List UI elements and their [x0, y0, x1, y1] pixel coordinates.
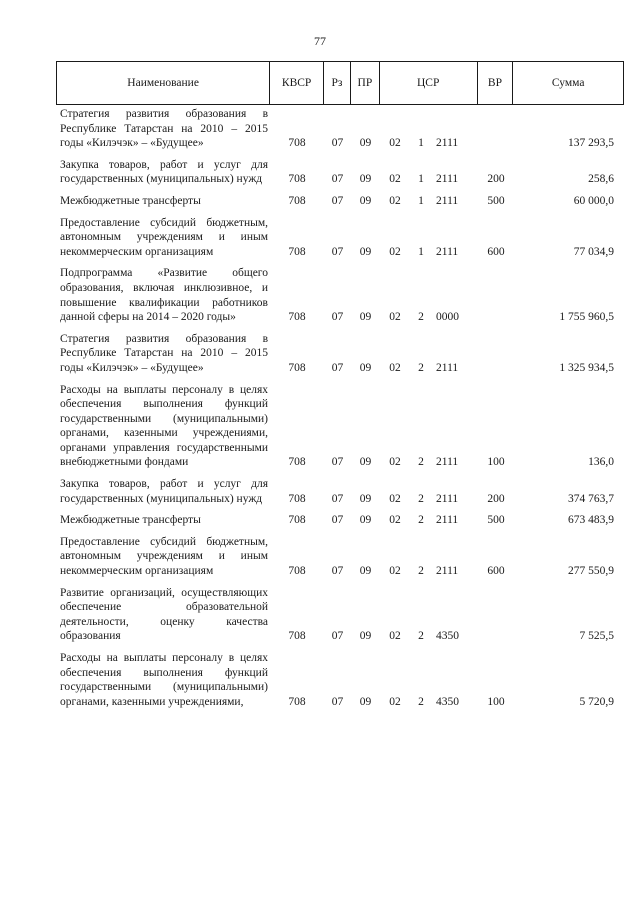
row-csr-subprogram: 1	[418, 194, 424, 207]
row-csr-subprogram: 1	[418, 137, 424, 150]
row-vr: 100	[487, 695, 505, 708]
header-vr: ВР	[478, 62, 514, 104]
row-rz: 07	[331, 137, 344, 150]
table-body	[56, 107, 624, 709]
row-pr: 09	[359, 514, 372, 527]
header-sum: Сумма	[551, 77, 585, 89]
row-name: Развитие организаций, осуществляющих обеспечение образовательной деятельности, оценку качества образования	[60, 586, 268, 643]
row-kvsr: 708	[288, 492, 306, 505]
row-csr-program: 02	[389, 456, 401, 469]
row-kvsr: 708	[288, 173, 306, 186]
header-kvsr: КВСР	[270, 62, 324, 104]
table-row	[56, 535, 624, 579]
row-sum: 137 293,5	[568, 137, 614, 150]
row-rz: 07	[331, 565, 344, 578]
row-vr: 600	[487, 245, 505, 258]
row-vr: 500	[487, 194, 505, 207]
row-csr-code: 2111	[436, 565, 459, 578]
row-pr: 09	[359, 456, 372, 469]
row-csr-program: 02	[389, 630, 401, 643]
row-pr: 09	[359, 492, 372, 505]
header-pr: ПР	[351, 62, 380, 104]
row-rz: 07	[331, 311, 344, 324]
row-pr: 09	[359, 361, 372, 374]
header-csr: ЦСР	[380, 62, 478, 104]
row-name: Межбюджетные трансферты	[60, 194, 201, 207]
row-rz: 07	[331, 245, 344, 258]
row-csr-subprogram: 1	[418, 245, 424, 258]
row-csr-program: 02	[389, 514, 401, 527]
row-sum: 136,0	[588, 456, 614, 469]
row-kvsr: 708	[288, 630, 306, 643]
row-sum: 277 550,9	[568, 565, 614, 578]
row-csr-program: 02	[389, 137, 401, 150]
row-csr-code: 0000	[436, 311, 459, 324]
row-csr-subprogram: 2	[418, 361, 424, 374]
row-kvsr: 708	[288, 565, 306, 578]
row-rz: 07	[331, 695, 344, 708]
row-csr-program: 02	[389, 173, 401, 186]
row-csr-subprogram: 2	[418, 695, 424, 708]
row-kvsr: 708	[288, 137, 306, 150]
row-rz: 07	[331, 361, 344, 374]
row-rz: 07	[331, 194, 344, 207]
row-kvsr: 708	[288, 695, 306, 708]
row-rz: 07	[331, 173, 344, 186]
row-vr: 200	[487, 173, 505, 186]
row-csr-code: 2111	[436, 194, 459, 207]
row-kvsr: 708	[288, 456, 306, 469]
row-csr-subprogram: 2	[418, 456, 424, 469]
row-name: Закупка товаров, работ и услуг для государственных (муниципальных) нужд	[60, 478, 268, 505]
row-pr: 09	[359, 695, 372, 708]
row-kvsr: 708	[288, 194, 306, 207]
row-csr-program: 02	[389, 492, 401, 505]
table-row	[56, 383, 624, 471]
row-name: Стратегия развития образования в Республике Татарстан на 2010 – 2015 годы «Килэчэк» – «Будущее»	[60, 108, 268, 150]
table-row	[56, 158, 624, 187]
row-pr: 09	[359, 173, 372, 186]
row-name: Закупка товаров, работ и услуг для государственных (муниципальных) нужд	[60, 158, 268, 186]
header-name: Наименование	[57, 62, 270, 104]
table-header	[56, 61, 624, 105]
row-csr-program: 02	[389, 695, 401, 708]
row-csr-program: 02	[389, 361, 401, 374]
table-row	[56, 107, 624, 151]
row-csr-code: 2111	[436, 456, 459, 469]
row-csr-code: 2111	[436, 137, 459, 150]
row-pr: 09	[359, 311, 372, 324]
row-csr-program: 02	[389, 194, 401, 207]
row-kvsr: 708	[288, 514, 306, 527]
budget-table	[56, 61, 624, 709]
row-vr: 500	[487, 514, 505, 527]
row-csr-program: 02	[389, 245, 401, 258]
table-row	[56, 513, 624, 528]
page-number: 77	[314, 34, 326, 48]
row-csr-program: 02	[389, 565, 401, 578]
table-row	[56, 266, 624, 324]
row-vr: 200	[487, 492, 505, 505]
row-csr-code: 2111	[436, 361, 459, 374]
row-csr-code: 2111	[436, 492, 459, 505]
row-name: Межбюджетные трансферты	[60, 514, 201, 527]
row-sum: 60 000,0	[573, 194, 614, 207]
row-sum: 258,6	[588, 173, 614, 186]
row-csr-code: 2111	[436, 514, 459, 527]
row-pr: 09	[359, 137, 372, 150]
row-name: Предоставление субсидий бюджетным, автономным учреждениям и иным некоммерческим организациям	[60, 216, 268, 258]
row-sum: 1 325 934,5	[559, 361, 614, 374]
row-kvsr: 708	[288, 311, 306, 324]
row-csr-subprogram: 2	[418, 311, 424, 324]
table-row	[56, 586, 624, 644]
row-pr: 09	[359, 245, 372, 258]
row-csr-program: 02	[389, 311, 401, 324]
row-csr-subprogram: 2	[418, 565, 424, 578]
row-csr-code: 2111	[436, 173, 459, 186]
row-csr-code: 2111	[436, 245, 459, 258]
table-row	[56, 194, 624, 209]
row-rz: 07	[331, 492, 344, 505]
table-row	[56, 332, 624, 376]
row-pr: 09	[359, 630, 372, 643]
row-sum: 673 483,9	[568, 514, 614, 527]
row-csr-code: 4350	[436, 695, 459, 708]
row-csr-subprogram: 1	[418, 173, 424, 186]
row-name: Предоставление субсидий бюджетным, автономным учреждениям и иным некоммерческим организациям	[60, 535, 268, 578]
row-csr-subprogram: 2	[418, 492, 424, 505]
row-rz: 07	[331, 514, 344, 527]
row-csr-subprogram: 2	[418, 630, 424, 643]
row-rz: 07	[331, 456, 344, 469]
row-csr-code: 4350	[436, 630, 459, 643]
row-vr: 100	[487, 456, 505, 469]
row-pr: 09	[359, 194, 372, 207]
row-rz: 07	[331, 630, 344, 643]
row-sum: 1 755 960,5	[559, 311, 614, 324]
row-sum: 5 720,9	[579, 695, 614, 708]
row-kvsr: 708	[288, 245, 306, 258]
row-sum: 7 525,5	[579, 630, 614, 643]
header-rz: Рз	[324, 62, 351, 104]
row-name: Подпрограмма «Развитие общего образования, включая инклюзивное, и повышение квалификации работников данной сферы на 2014 – 2020 годы»	[60, 267, 268, 324]
row-name: Расходы на выплаты персоналу в целях обеспечения выполнения функций государственными (муниципальными) органами, казенными учреждениями, органами управления государственными внебюджетными фондами	[60, 383, 268, 469]
table-row	[56, 216, 624, 260]
row-name: Стратегия развития образования в Республике Татарстан на 2010 – 2015 годы «Килэчэк» – «Будущее»	[60, 332, 268, 374]
row-sum: 374 763,7	[568, 492, 614, 505]
row-csr-subprogram: 2	[418, 514, 424, 527]
table-row	[56, 651, 624, 709]
row-pr: 09	[359, 565, 372, 578]
row-kvsr: 708	[288, 361, 306, 374]
row-vr: 600	[487, 565, 505, 578]
row-sum: 77 034,9	[573, 245, 614, 258]
row-name: Расходы на выплаты персоналу в целях обеспечения выполнения функций государственными (муниципальными) органами, казенными учреждениями,	[60, 652, 268, 708]
table-row	[56, 477, 624, 506]
